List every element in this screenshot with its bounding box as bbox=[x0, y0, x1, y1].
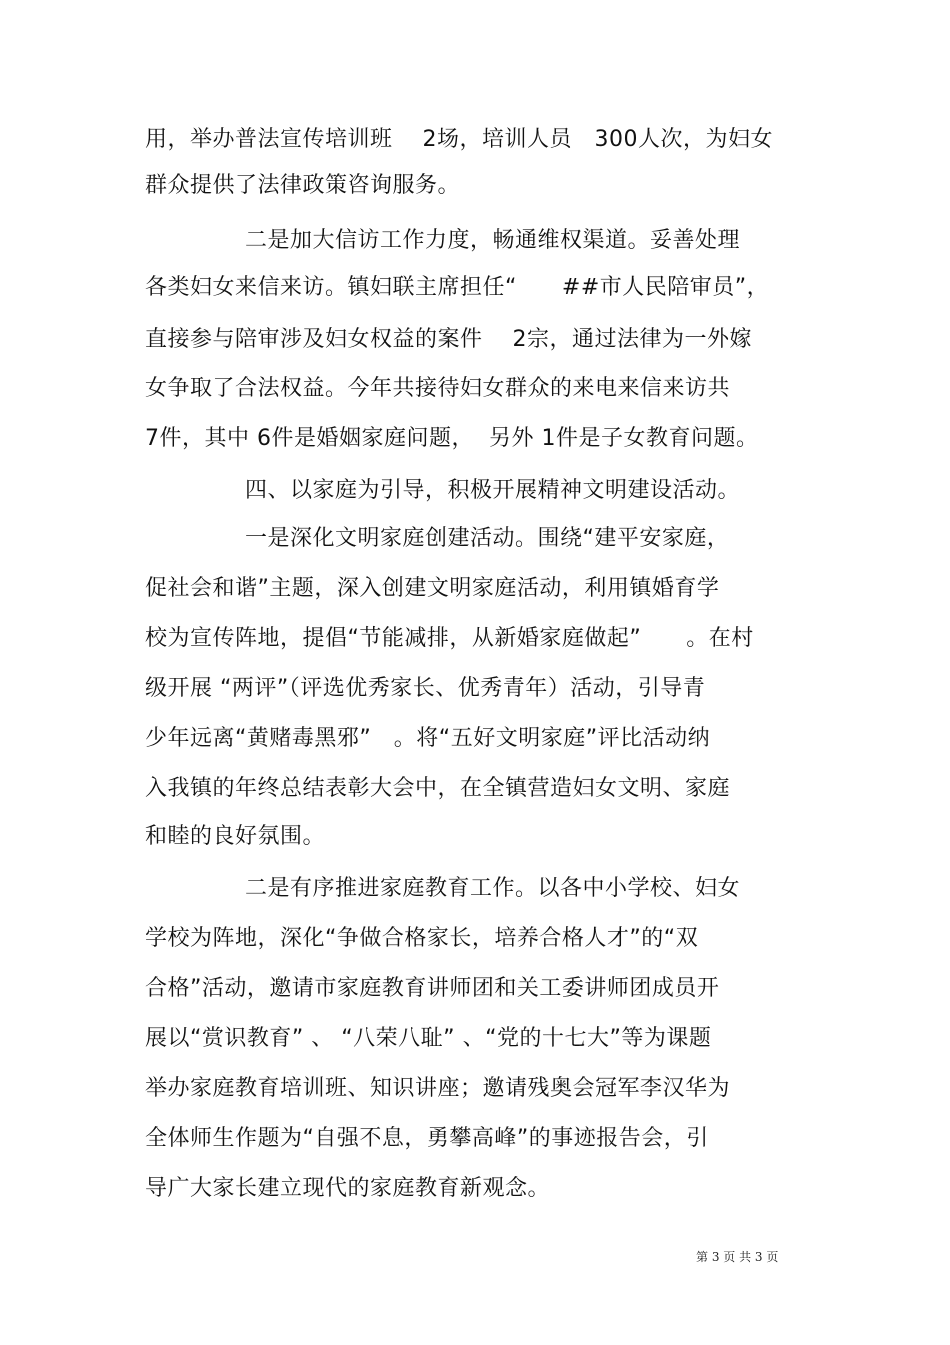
paragraph-line: 二是有序推进家庭教育工作。以各中小学校、妇女 bbox=[245, 876, 741, 901]
paragraph-line: 展以“赏识教育” 、 “八荣八耻” 、“党的十七大”等为课题 bbox=[145, 1026, 712, 1051]
paragraph-line: 二是加大信访工作力度，畅通维权渠道。妥善处理 bbox=[245, 228, 741, 253]
paragraph-line: 入我镇的年终总结表彰大会中，在全镇营造妇女文明、家庭 bbox=[145, 776, 731, 801]
section-heading: 四、以家庭为引导，积极开展精神文明建设活动。 bbox=[245, 478, 741, 503]
paragraph-line: 7件，其中 6件是婚姻家庭问题， 另外 1件是子女教育问题。 bbox=[145, 426, 759, 451]
paragraph-line: 促社会和谐”主题，深入创建文明家庭活动，利用镇婚育学 bbox=[145, 576, 720, 601]
paragraph-line: 合格”活动，邀请市家庭教育讲师团和关工委讲师团成员开 bbox=[145, 976, 720, 1001]
paragraph-line: 各类妇女来信来访。镇妇联主席担任“ ##市人民陪审员”， bbox=[145, 275, 770, 300]
paragraph-line: 直接参与陪审涉及妇女权益的案件 2宗，通过法律为一外嫁 bbox=[145, 327, 752, 352]
paragraph-line: 举办家庭教育培训班、知识讲座；邀请残奥会冠军李汉华为 bbox=[145, 1076, 731, 1101]
paragraph-line: 校为宣传阵地，提倡“节能减排，从新婚家庭做起” 。在村 bbox=[145, 626, 754, 651]
paragraph-line: 级开展 “两评”（评选优秀家长、优秀青年）活动，引导青 bbox=[145, 676, 706, 701]
paragraph-line: 少年远离“黄赌毒黑邪” 。将“五好文明家庭”评比活动纳 bbox=[145, 726, 711, 751]
page-number: 第 3 页 共 3 页 bbox=[696, 1250, 779, 1264]
paragraph-line: 全体师生作题为“自强不息，勇攀高峰”的事迹报告会，引 bbox=[145, 1126, 709, 1151]
paragraph-line: 群众提供了法律政策咨询服务。 bbox=[145, 173, 461, 198]
paragraph-line: 学校为阵地，深化“争做合格家长，培养合格人才”的“双 bbox=[145, 926, 699, 951]
paragraph-line: 一是深化文明家庭创建活动。围绕“建平安家庭， bbox=[245, 526, 730, 551]
paragraph-line: 女争取了合法权益。今年共接待妇女群众的来电来信来访共 bbox=[145, 376, 731, 401]
paragraph-line: 和睦的良好氛围。 bbox=[145, 824, 326, 849]
paragraph-line: 导广大家长建立现代的家庭教育新观念。 bbox=[145, 1176, 551, 1201]
paragraph-line: 用，举办普法宣传培训班 2场，培训人员 300人次，为妇女 bbox=[145, 127, 773, 152]
